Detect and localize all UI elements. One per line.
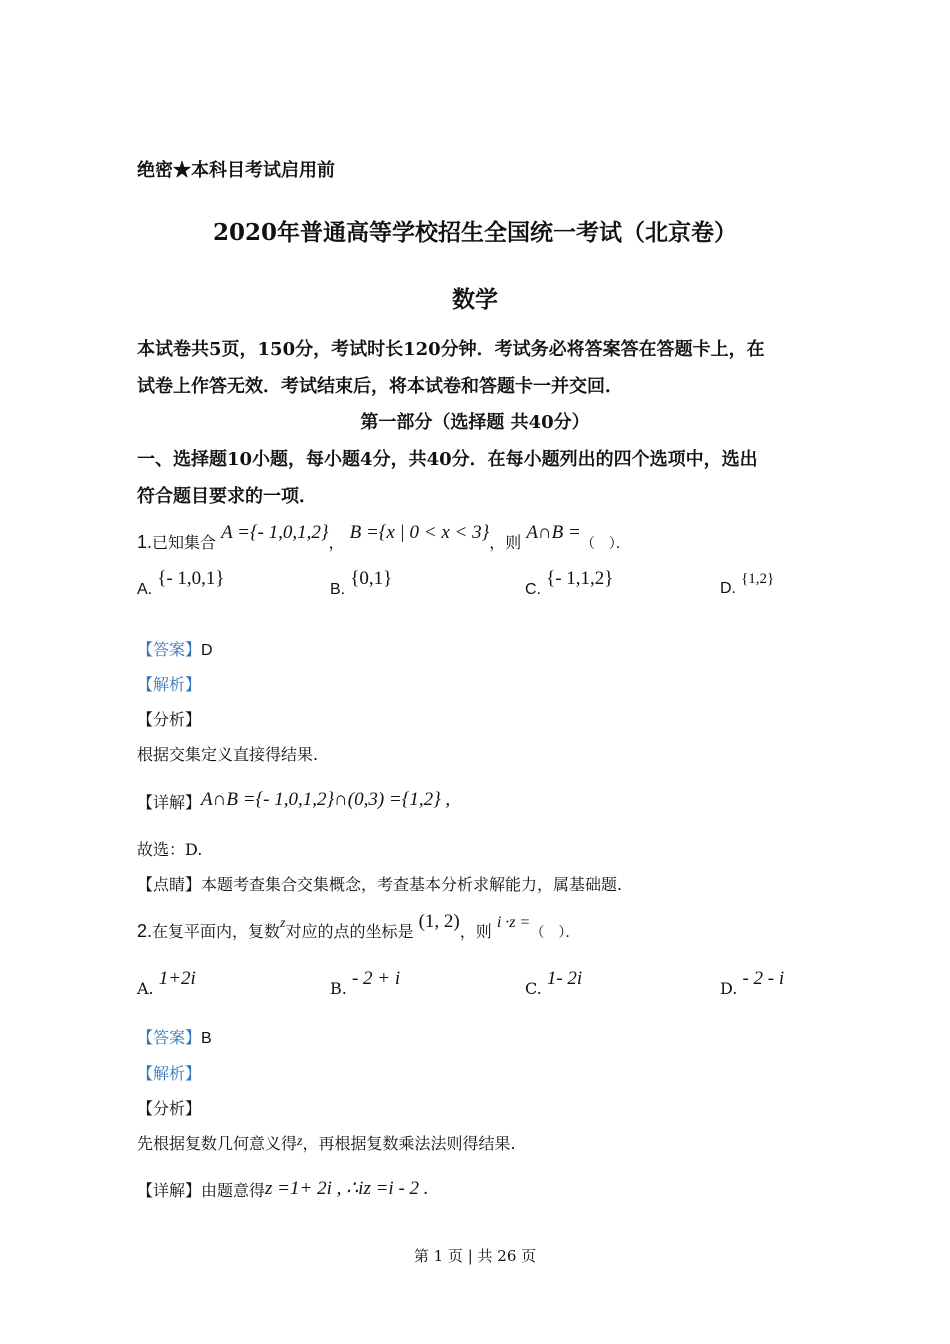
subject-title: 数学 bbox=[452, 286, 498, 313]
q-text: ，则 bbox=[489, 533, 522, 552]
q-number: 1. bbox=[137, 532, 153, 552]
fenxi-tag: 【分析】 bbox=[137, 1099, 202, 1118]
detail: 【详解】A∩B ={- 1,0,1,2}∩(0,3) ={1,2} , bbox=[137, 789, 451, 812]
point: 【点睛】本题考查集合交集概念，考查基本分析求解能力，属基础题. bbox=[137, 875, 623, 894]
section-desc: 符合题目要求的一项． bbox=[137, 486, 317, 507]
page-footer: 第 1 页 | 共 26 页 bbox=[413, 1247, 537, 1265]
option-c: C. 1- 2i bbox=[525, 968, 583, 998]
option-b: B. - 2 + i bbox=[330, 968, 401, 998]
option-b: B. {0,1} bbox=[330, 568, 393, 598]
option-d: D. {1,2} bbox=[720, 571, 775, 597]
detail: 【详解】由题意得z =1+ 2i , ∴iz =i - 2 . bbox=[137, 1178, 429, 1200]
analysis-tag: 【解析】 bbox=[137, 675, 202, 694]
q-text: （ ）． bbox=[580, 536, 630, 552]
math: A∩B = bbox=[526, 522, 581, 543]
math: B ={x | 0 < x < 3} bbox=[349, 522, 490, 543]
answer: 【答案】D bbox=[137, 640, 213, 659]
question-2: 2.在复平面内，复数z对应的点的坐标是 (1, 2)，则 i ·z =（ ）． bbox=[137, 911, 580, 941]
fenxi-text: 根据交集定义直接得结果. bbox=[137, 745, 319, 764]
option-a: A. {- 1,0,1} bbox=[137, 568, 225, 598]
instructions-line: 本试卷共5页，150分，考试时长120分钟．考试务必将答案答在答题卡上，在 bbox=[137, 339, 765, 360]
option-c: C. {- 1,1,2} bbox=[525, 568, 614, 598]
secret-label: 绝密★本科目考试启用前 bbox=[137, 160, 335, 181]
q-text: 已知集合 bbox=[152, 533, 217, 552]
answer: 【答案】B bbox=[137, 1028, 212, 1047]
part1-title: 第一部分（选择题 共40分） bbox=[360, 412, 590, 433]
fenxi-text: 先根据复数几何意义得z，再根据复数乘法法则得结果. bbox=[137, 1134, 516, 1153]
q-text: ， bbox=[328, 533, 345, 552]
math: A ={- 1,0,1,2} bbox=[221, 522, 329, 543]
instructions-line: 试卷上作答无效．考试结束后，将本试卷和答题卡一并交回． bbox=[137, 376, 623, 397]
fenxi-tag: 【分析】 bbox=[137, 710, 202, 729]
question-1 bbox=[137, 522, 630, 554]
choose-text: 故选：D. bbox=[137, 840, 203, 859]
page-title: 2020年普通高等学校招生全国统一考试（北京卷） bbox=[212, 219, 737, 246]
option-d: D. - 2 - i bbox=[720, 968, 785, 998]
section-desc: 一、选择题10小题，每小题4分，共40分．在每小题列出的四个选项中，选出 bbox=[137, 449, 758, 470]
option-a: A. 1+2i bbox=[137, 968, 196, 998]
analysis-tag: 【解析】 bbox=[137, 1064, 202, 1083]
